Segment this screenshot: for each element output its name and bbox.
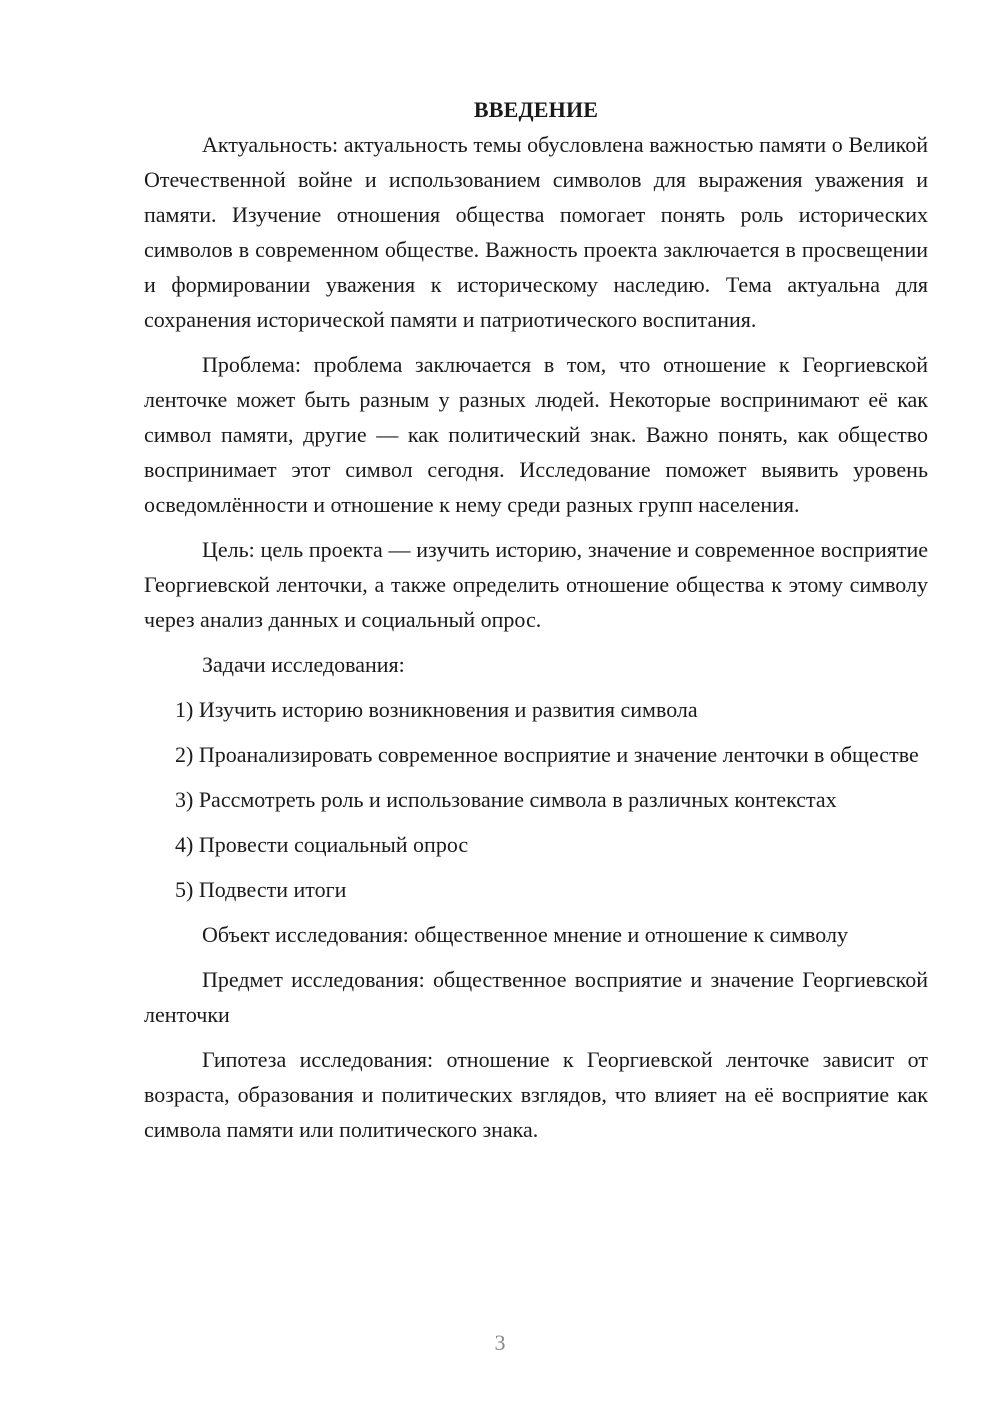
task-item-1: 1) Изучить историю возникновения и развития символа [175,697,698,722]
task-item-5: 5) Подвести итоги [175,877,347,902]
task-item-3: 3) Рассмотреть роль и использование символа в различных контекстах [175,787,837,812]
section-title: ВВЕДЕНИЕ [473,97,599,122]
paragraph-goal: Цель: цель проекта — изучить историю, значение и современное восприятие Георгиевской ленточки, а также определить отношение общества к этому символу через анализ данных и социальный опрос. [144,537,928,632]
task-item-4: 4) Провести социальный опрос [175,832,469,857]
paragraph-problem: Проблема: проблема заключается в том, что отношение к Георгиевской ленточке может быть разным у разных людей. Некоторые воспринимают её как символ памяти, другие — как политический знак. Важно понять, как общество воспринимает этот символ сегодня. Исследование поможет выявить уровень осведомлённости и отношение к нему среди разных групп населения. [144,352,928,517]
paragraph-relevance: Актуальность: актуальность темы обусловлена важностью памяти о Великой Отечественной войне и использованием символов для выражения уважения и памяти. Изучение отношения общества помогает понять роль исторических символов в современном обществе. Важность проекта заключается в просвещении и формировании уважения к историческому наследию. Тема актуальна для сохранения исторической памяти и патриотического воспитания. [144,132,928,332]
task-item-2: 2) Проанализировать современное восприятие и значение ленточки в обществе [175,742,919,767]
paragraph-hypothesis: Гипотеза исследования: отношение к Георгиевской ленточке зависит от возраста, образования и политических взглядов, что влияет на её восприятие как символа памяти или политического знака. [144,1047,928,1142]
tasks-heading: Задачи исследования: [202,652,405,677]
document-page [144,92,928,1157]
page-number: 3 [494,1330,506,1355]
paragraph-object: Объект исследования: общественное мнение и отношение к символу [202,922,848,947]
paragraph-subject: Предмет исследования: общественное восприятие и значение Георгиевской ленточки [144,967,928,1027]
